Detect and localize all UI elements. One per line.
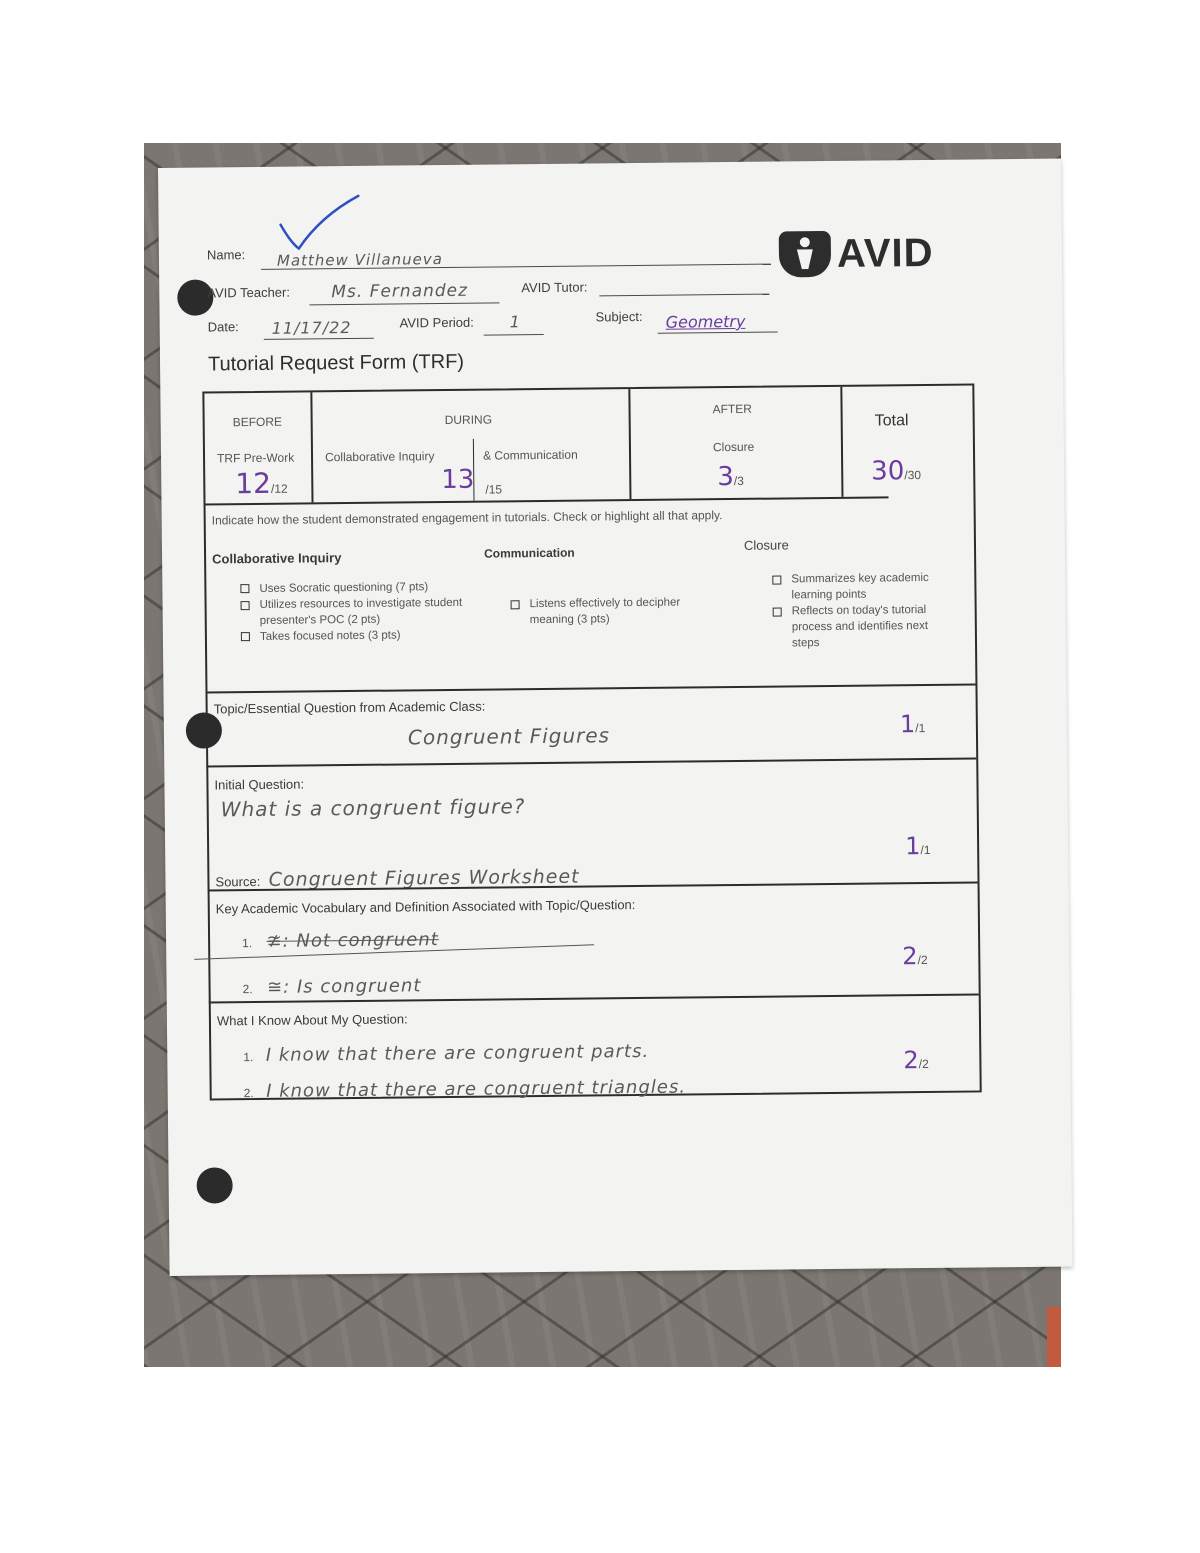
vocab-score-value[interactable]: 2 (902, 942, 918, 971)
engagement-instruction: Indicate how the student demonstrated engagement in tutorials. Check or highlight all that apply. (211, 508, 723, 528)
closure-item-reflects[interactable] (773, 602, 933, 652)
form-title: Tutorial Request Form (TRF) (207, 350, 465, 376)
vocab-score (902, 942, 928, 970)
prework-score-value[interactable]: 12 (235, 466, 272, 501)
vocab-item-1 (242, 929, 439, 952)
closure-score-max: /3 (733, 473, 744, 488)
avid-logo (779, 230, 934, 278)
vocab-item-text[interactable]: ≅: Is congruent (266, 975, 422, 998)
comm-heading: Communication (483, 545, 575, 561)
source-value[interactable]: Congruent Figures Worksheet (268, 865, 580, 891)
name-value[interactable]: Matthew Villanueva (276, 250, 444, 270)
subject-value[interactable]: Geometry (665, 311, 746, 332)
initial-score (905, 832, 931, 860)
checkbox-icon[interactable] (772, 575, 781, 584)
know-item-2 (244, 1077, 687, 1103)
closure-heading: Closure (743, 537, 789, 553)
tutor-label: AVID Tutor: (521, 279, 588, 296)
after-header: AFTER (712, 401, 752, 417)
comm-item-listens[interactable] (511, 594, 711, 628)
avid-logo-text: AVID (836, 230, 934, 276)
closure-item-label: Summarizes key academic learning points (791, 571, 929, 602)
name-label: Name: (206, 247, 246, 263)
vocab-label: Key Academic Vocabulary and Definition Associated with Topic/Question: (215, 897, 636, 917)
vocab-score-max: /2 (917, 952, 928, 968)
closure-item-summarizes[interactable] (772, 570, 932, 604)
before-header: BEFORE (232, 414, 283, 430)
collab-item-label: Uses Socratic questioning (7 pts) (259, 581, 429, 595)
total-score (871, 456, 921, 487)
collab-item-notes[interactable] (241, 627, 471, 645)
initial-score-value[interactable]: 1 (904, 832, 921, 861)
during-header: DURING (444, 412, 493, 428)
vocab-item-number: 1. (242, 936, 253, 951)
checkbox-icon[interactable] (240, 585, 249, 594)
comm-label: & Communication (482, 447, 578, 463)
total-score-max: /30 (904, 468, 922, 483)
collab-item-resources[interactable] (240, 595, 470, 629)
comm-item-label: Listens effectively to decipher meaning (3 pts) (529, 596, 681, 627)
closure-score (717, 462, 744, 492)
date-underline (264, 338, 374, 340)
vocab-item-text[interactable]: ≇: Not congruent (266, 929, 439, 952)
worksheet-paper (158, 159, 1073, 1276)
know-item-text[interactable]: I know that there are congruent parts. (265, 1040, 650, 1066)
vocab-item-2 (242, 975, 421, 998)
know-item-1 (243, 1041, 649, 1066)
total-score-value[interactable]: 30 (871, 456, 905, 487)
fabric-tag (1047, 1307, 1061, 1367)
topic-score-value[interactable]: 1 (899, 710, 916, 739)
initial-label: Initial Question: (214, 776, 305, 793)
teacher-label: AVID Teacher: (207, 284, 291, 301)
topic-answer[interactable]: Congruent Figures (407, 723, 611, 750)
vocab-item-number: 2. (242, 982, 253, 997)
topic-score (900, 710, 926, 738)
period-value[interactable]: 1 (509, 312, 521, 332)
know-score-value[interactable]: 2 (903, 1046, 919, 1075)
initial-score-max: /1 (920, 842, 931, 858)
check-mark-icon (276, 194, 367, 255)
avid-logo-icon (779, 231, 831, 278)
comm-checklist (511, 594, 711, 628)
during-score-max: /15 (485, 482, 503, 497)
know-item-text[interactable]: I know that there are congruent triangles. (266, 1076, 687, 1102)
closure-score-value[interactable]: 3 (717, 461, 734, 493)
closure-label: Closure (712, 439, 755, 455)
prework-score (235, 467, 288, 501)
during-score-value[interactable]: 13 (441, 464, 475, 496)
collab-item-label: Takes focused notes (3 pts) (259, 629, 401, 643)
know-label: What I Know About My Question: (216, 1011, 408, 1029)
period-label: AVID Period: (399, 314, 474, 331)
topic-label: Topic/Essential Question from Academic Class: (213, 698, 486, 717)
binder-hole-bottom (196, 1167, 232, 1203)
closure-item-label: Reflects on today's tutorial process and identifies next steps (791, 603, 929, 650)
teacher-underline (309, 302, 499, 305)
total-header: Total (874, 412, 909, 430)
checkbox-icon[interactable] (241, 601, 250, 610)
tutor-underline (599, 294, 769, 297)
closure-checklist (772, 570, 933, 652)
topic-score-max: /1 (915, 720, 926, 736)
know-score (903, 1046, 929, 1074)
subject-label: Subject: (595, 308, 643, 325)
collab-item-label: Utilizes resources to investigate student presenter's POC (2 pts) (259, 596, 463, 627)
period-underline (484, 334, 544, 336)
source-label: Source: (215, 873, 261, 890)
know-item-number: 2. (243, 1086, 254, 1101)
initial-answer[interactable]: What is a congruent figure? (220, 794, 526, 822)
collab-heading: Collaborative Inquiry (212, 550, 342, 567)
date-value[interactable]: 11/17/22 (271, 317, 352, 338)
collab-checklist (240, 579, 471, 645)
checkbox-icon[interactable] (511, 600, 520, 609)
prework-score-max: /12 (270, 481, 288, 496)
teacher-value[interactable]: Ms. Fernandez (331, 280, 469, 303)
know-item-number: 1. (243, 1050, 254, 1065)
prework-label: TRF Pre-Work (216, 450, 295, 466)
date-label: Date: (207, 319, 239, 335)
collab-label: Collaborative Inquiry (324, 449, 435, 465)
checkbox-icon[interactable] (773, 607, 782, 616)
subject-underline (658, 332, 778, 334)
checkbox-icon[interactable] (241, 633, 250, 642)
know-score-max: /2 (918, 1056, 929, 1072)
